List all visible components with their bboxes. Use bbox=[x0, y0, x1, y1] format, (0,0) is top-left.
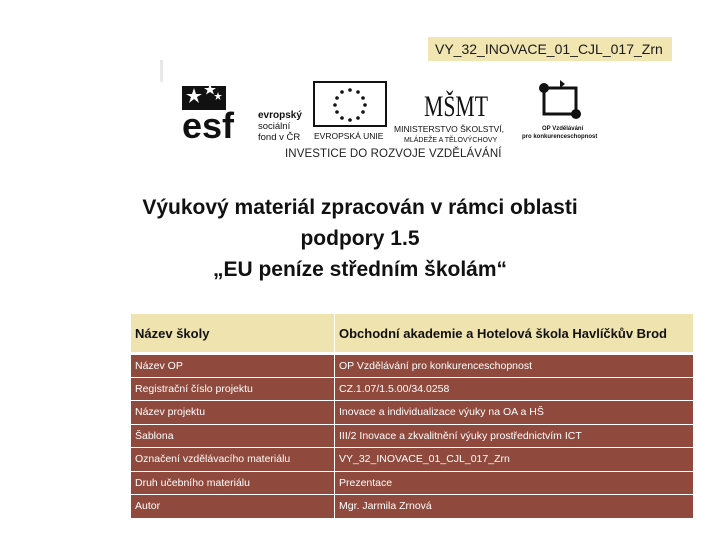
op-text-line-1: OP Vzdělávání bbox=[542, 126, 584, 132]
row-label: Označení vzdělávacího materiálu bbox=[131, 448, 335, 472]
esf-text-line-3: fond v ČR bbox=[258, 132, 301, 142]
msmt-logo bbox=[392, 76, 527, 146]
row-value: VY_32_INOVACE_01_CJL_017_Zrn bbox=[335, 448, 694, 472]
row-value: OP Vzdělávání pro konkurenceschopnost bbox=[335, 354, 694, 378]
msmt-letters: MŠMT bbox=[424, 90, 488, 123]
eu-flag-logo bbox=[312, 80, 392, 142]
op-text-line-2: pro konkurenceschopnost bbox=[522, 134, 598, 140]
title-line-2: podpory 1.5 bbox=[300, 227, 420, 250]
esf-text-line-2: sociální bbox=[258, 121, 291, 132]
esf-text-line-1: evropský bbox=[258, 110, 302, 121]
table-row bbox=[131, 401, 694, 425]
row-value: Inovace a individualizace výuky na OA a HŠ bbox=[335, 401, 694, 425]
row-label: Autor bbox=[131, 495, 335, 519]
material-code-label: VY_32_INOVACE_01_CJL_017_Zrn bbox=[428, 37, 672, 61]
row-value: III/2 Inovace a zkvalitnění výuky prostřednictvím ICT bbox=[335, 424, 694, 448]
logo-strip-edge bbox=[160, 60, 163, 82]
title-line-1: Výukový materiál zpracován v rámci oblasti bbox=[142, 196, 578, 219]
investice-slogan: INVESTICE DO ROZVOJE VZDĚLÁVÁNÍ bbox=[285, 148, 502, 160]
op-vzdelavani-logo bbox=[520, 78, 610, 146]
table-row bbox=[131, 377, 694, 401]
table-row bbox=[131, 424, 694, 448]
title-line-3: „EU peníze středním školám“ bbox=[212, 258, 508, 281]
table-row bbox=[131, 495, 694, 519]
table-row bbox=[131, 354, 694, 378]
row-label: Název OP bbox=[131, 354, 335, 378]
row-label: Druh učebního materiálu bbox=[131, 471, 335, 495]
eu-label: EVROPSKÁ UNIE bbox=[314, 131, 384, 141]
row-label: Šablona bbox=[131, 424, 335, 448]
header-cell-school-name: Obchodní akademie a Hotelová škola Havlíčkův Brod bbox=[335, 314, 694, 354]
table-row bbox=[131, 471, 694, 495]
esf-letters: esf bbox=[182, 105, 235, 142]
project-info-table bbox=[130, 313, 694, 519]
table-header-row bbox=[131, 314, 694, 354]
msmt-text-line-1: MINISTERSTVO ŠKOLSTVÍ, bbox=[394, 124, 505, 134]
table-row bbox=[131, 448, 694, 472]
row-value: CZ.1.07/1.5.00/34.0258 bbox=[335, 377, 694, 401]
row-value: Mgr. Jarmila Zrnová bbox=[335, 495, 694, 519]
row-label: Název projektu bbox=[131, 401, 335, 425]
row-value: Prezentace bbox=[335, 471, 694, 495]
msmt-text-line-2: MLÁDEŽE A TĚLOVÝCHOVY bbox=[404, 137, 498, 144]
page-title bbox=[100, 192, 620, 285]
row-label: Registrační číslo projektu bbox=[131, 377, 335, 401]
esf-logo bbox=[180, 78, 315, 142]
header-cell-school-label: Název školy bbox=[131, 314, 335, 354]
